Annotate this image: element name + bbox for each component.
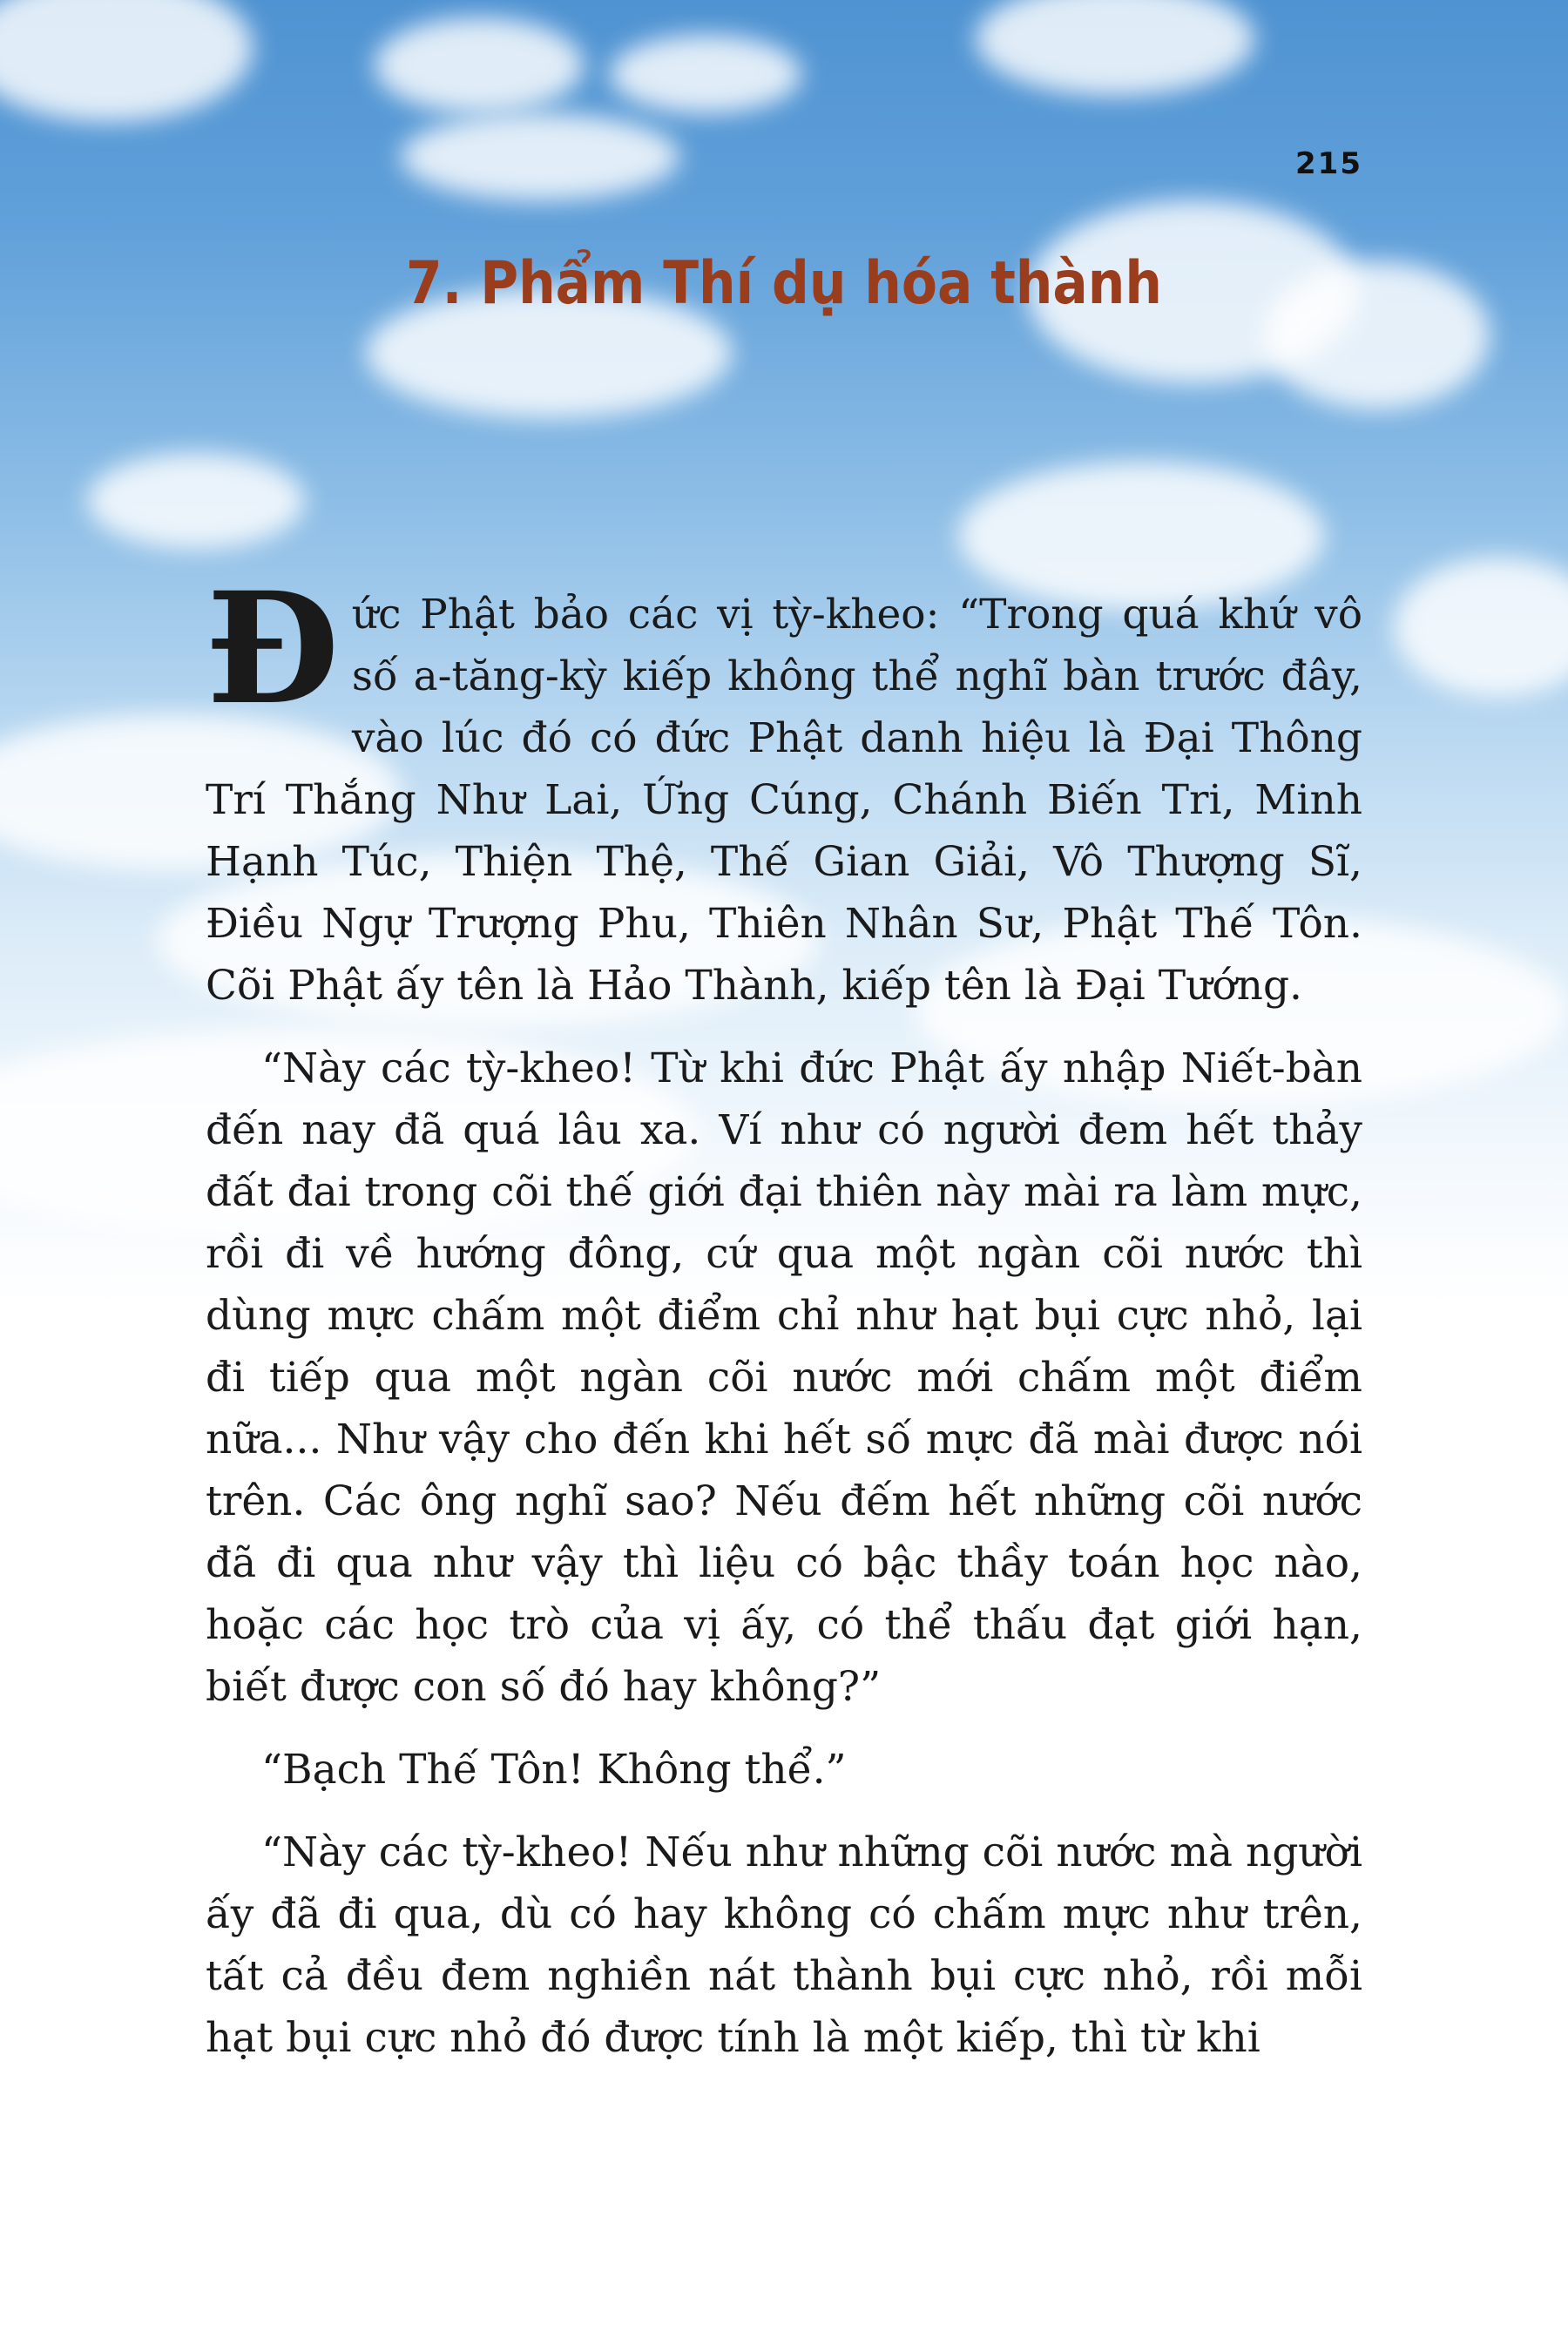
cloud xyxy=(0,0,253,122)
drop-cap: Đ xyxy=(206,558,340,739)
paragraph: “Bạch Thế Tôn! Không thể.” xyxy=(261,1746,847,1794)
cloud xyxy=(401,113,679,200)
chapter-title: 7. Phẩm Thí dụ hóa thành xyxy=(406,249,1162,318)
cloud xyxy=(375,17,584,113)
cloud xyxy=(87,453,305,549)
cloud xyxy=(976,0,1254,96)
paragraph-text: ức Phật bảo các vị tỳ-kheo: “Trong quá khứ vô số a-tăng-kỳ kiếp không thể nghĩ bàn trước đây, vào lúc đó có đức Phật danh hiệu là Đại Thông Trí Thắng Như Lai, Ứng Cúng, Chánh Biến Tri, Minh Hạnh Túc, Thiện Thệ, Thế Gian Giải, Vô Thượng Sĩ, Điều Ngự Trượng Phu, Thiên Nhân Sư, Phật Thế Tôn. Cõi Phật ấy tên là Hảo Thành, kiếp tên là Đại Tướng. xyxy=(206,591,1362,1010)
page-number: 215 xyxy=(1295,146,1362,181)
cloud xyxy=(1394,558,1568,697)
paragraph: “Này các tỳ-kheo! Nếu như những cõi nước mà người ấy đã đi qua, dù có hay không có chấm mực như trên, tất cả đều đem nghiền nát thành bụi cực nhỏ, rồi mỗi hạt bụi cực nhỏ đó được tính là một kiếp, thì từ khi xyxy=(206,1828,1362,2062)
paragraph xyxy=(206,558,1362,1017)
cloud xyxy=(610,35,801,113)
paragraph: “Này các tỳ-kheo! Từ khi đức Phật ấy nhập Niết-bàn đến nay đã quá lâu xa. Ví như có người đem hết thảy đất đai trong cõi thế giới đại thiên này mài ra làm mực, rồi đi về hướng đông, cứ qua một ngàn cõi nước thì dùng mực chấm một điểm chỉ như hạt bụi cực nhỏ, lại đi tiếp qua một ngàn cõi nước mới chấm một điểm nữa... Như vậy cho đến khi hết số mực đã mài được nói trên. Các ông nghĩ sao? Nếu đếm hết những cõi nước đã đi qua như vậy thì liệu có bậc thầy toán học nào, hoặc các học trò của vị ấy, có thể thấu đạt giới hạn, biết được con số đó hay không?” xyxy=(206,1044,1362,1711)
body-text xyxy=(206,558,1362,2090)
